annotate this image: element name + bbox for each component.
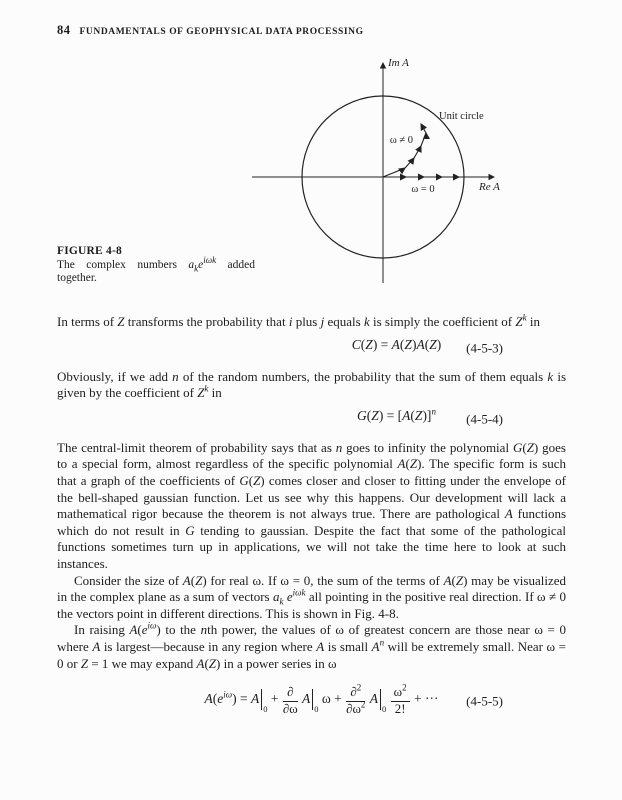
figure-caption-title: FIGURE 4-8 — [57, 245, 122, 257]
equation-4-5-4-row — [57, 408, 566, 432]
body-text-column — [57, 314, 566, 734]
page-number: 84 — [57, 23, 71, 37]
equation-4-5-4: $G(Z) = [A(Z)]^n$ — [357, 406, 436, 423]
equation-4-5-5-number: (4-5-5) — [466, 693, 503, 709]
vector-chain-curved — [383, 124, 426, 177]
omega-nonzero-label: ω ≠ 0 — [389, 135, 413, 146]
paragraph-add-n-numbers: Obviously, if we add n of the random numbers, the probability that the sum of them equals k is given by the coefficient of $Z^k$ in — [57, 368, 567, 401]
equation-4-5-3-row — [57, 337, 566, 361]
paragraph-consider-size: Consider the size of A(Z) for real ω. If ω = 0, the sum of the terms of A(Z) may be visualized in the complex plane as a sum of vectors $a_k$ $e^{i\omega k}$ all pointing in the positive real direction. If ω ≠ 0 the vectors point in different directions. This is shown in Fig. 4-8. — [57, 572, 567, 621]
figure-4-8-diagram — [240, 50, 525, 292]
equation-4-5-3-number: (4-5-3) — [466, 340, 503, 356]
unit-circle-label: Unit circle — [439, 111, 484, 122]
paragraph-z-transforms: In terms of Z transforms the probability that i plus j equals k is simply the coefficient of $Z^k$ in — [57, 312, 540, 329]
re-axis-label: Re A — [479, 181, 500, 193]
figure-caption — [57, 245, 255, 286]
equation-4-5-4-number: (4-5-4) — [466, 411, 503, 427]
running-header — [57, 21, 364, 39]
paragraph-central-limit: The central-limit theorem of probability says that as n goes to infinity the polynomial G(Z) goes to a special form, almost regardless of the specific polynomial A(Z). The specific form is such that a graph of the coefficients of G(Z) comes closer and closer to fitting under the envelope of the bell-shaped gaussian function. Let us see why this happens. Our development will lack a mathematical rigor because the theorem is not always true. There are pathological A functions which do not result in G tending to gaussian. Despite the fact that some of the pathological functions sometimes turn up in applications, we will not take the time here to look at such instances. — [57, 439, 567, 571]
paragraph-raising-nth-power: In raising $A(e^{i\omega})$ to the nth power, the values of ω of greatest concern are those near ω = 0 where A is largest—because in any region where A is small $A^n$ will be extremely small. Near ω = 0 or Z = 1 we may expand A(Z) in a power series in ω — [57, 620, 567, 671]
equation-4-5-3: C(Z) = A(Z)A(Z) — [351, 336, 442, 352]
equation-4-5-5: $A(e^{i\omega}) = A_0$ + $\frac{\partial}{\partial\omega}$ $A_0$ ω + $\frac{\partial^2}{\partial\omega^2}$ $A_0$ $\frac{\omega^2}{2!}$ + ··· — [204, 683, 439, 716]
im-axis-label: Im A — [388, 57, 409, 69]
omega-zero-label: ω = 0 — [411, 184, 435, 195]
equation-4-5-5-row — [57, 678, 566, 726]
figure-caption-text: The complex numbers $a_ke^{i\omega k}$ added together. — [57, 254, 255, 284]
running-title: FUNDAMENTALS OF GEOPHYSICAL DATA PROCESSING — [79, 27, 364, 37]
